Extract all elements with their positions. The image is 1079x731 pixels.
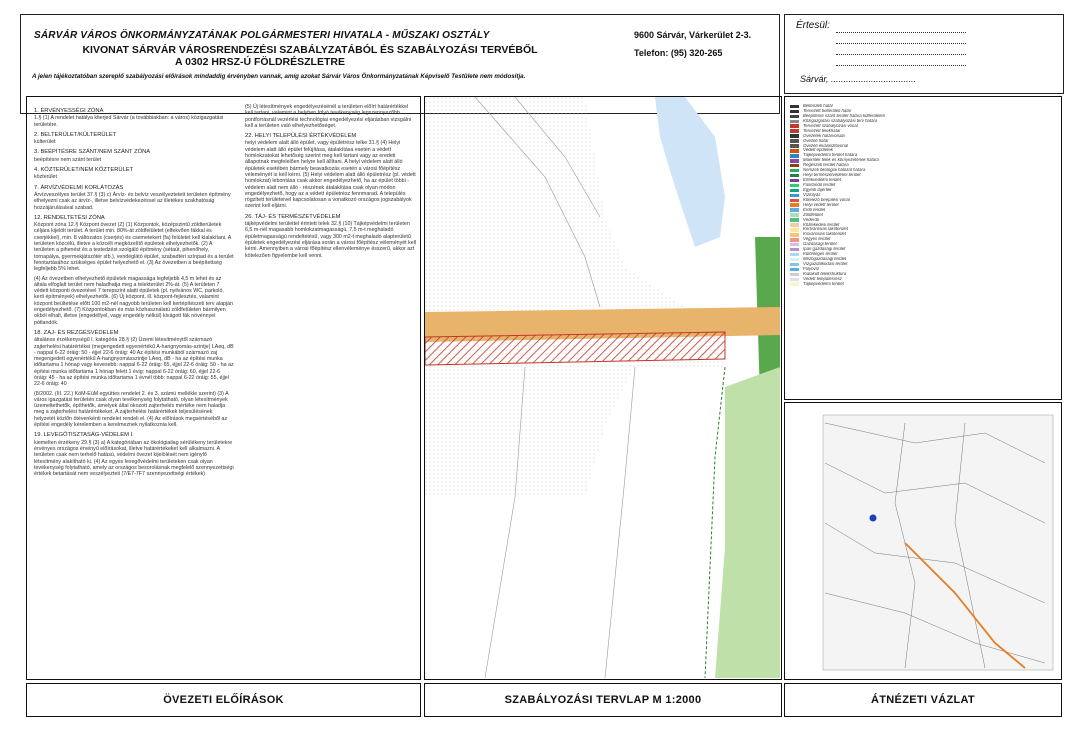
legend-item: [790, 282, 1060, 287]
regulation-section-heading: 26. TÁJ- ÉS TERMÉSZETVÉDELEM: [245, 213, 341, 220]
legend-label: Folyóvíz: [803, 266, 819, 271]
legend-swatch: [790, 199, 799, 203]
legend-label: Értékvédelmi terület: [803, 178, 841, 183]
legend-swatch: [790, 154, 799, 158]
legend-label: Vízfolyás: [803, 192, 821, 197]
legend-swatch: [790, 134, 799, 138]
regulation-section-text: tájképvédelmi területtel érintett telek 32.§ (10) Tájképvédelmi területen 6,5 m-nél magasabb homlokzatmagasságú, 7,5 m-t meghaladó épületmagasságú rendeltetésű, vagy 300 m2-t meghaladó alapterületű épületek engedélyezési eljárása során a városi főépítész véleményét kell kérni. Amennyiben a városi főépítész ellenvéleménye ésszerű, akkor azt kötelezően figyelembe kell venni.: [245, 221, 417, 259]
legend-label: Övezeti határ: [803, 138, 829, 143]
document-title: KIVONAT SÁRVÁR VÁROSRENDEZÉSI SZABÁLYZATÁBÓL ÉS SZABÁLYOZÁSI TERVÉBŐL: [82, 44, 538, 56]
regulation-section-heading: 2. BELTERÜLET/KÜLTERÜLET: [34, 131, 117, 138]
regulation-section-text: (4) Az övezetben elhelyezhető épületek magassága legfeljebb 4,5 m lehet és az általa elfoglalt terület nem haladhatja meg a telekterület 2%-át. (5) A területen 7 védett központi övezetével 7 terepszint alatti épületek (pl. nyilvános WC, parkoló, kerti építmények) elhelyezhetők. (6) Új központ, ill. központ-fejlesztés, valamint központ beültetése előtt 100 m2-nél nagyobb területen kell kertépítészeti terv alapján engedélyezhető. (7) Központokban és más közhasználatú zöldfelületen bármilyen okból elhalt, illetve (engedéllyel, vagy engedély nélkül) kivágott fák növénnyel pótlandók.: [34, 275, 234, 326]
legend-swatch: [790, 213, 799, 217]
regulation-section-text: közterület: [34, 174, 57, 181]
legend-label: Nemzeti ökológiai hálózat határa: [803, 168, 866, 173]
legend-label: Régészeti terület határa: [803, 163, 849, 168]
location-marker: [870, 515, 877, 522]
regulation-section-text: helyi védelem alatt álló épület, vagy épületrész telke 31.§ (4) Helyi védelem alatt álló épület felújítása, átalakítása esetén a védett homlokzatokat lehetőség szerint meg kell tartani vagy az eredeti állapotnak megfelelően helyre kell állítani. A helyi védelem alatt álló épületek esetében bármely beavatkozás esetén a városi főépítész véleményét is kell kérni. (5) Helyi védelem alatt álló épületrész (pl. védett homlokzat) lebontása csak akkor engedélyezhető, ha az épület többi - védelem alatt nem álló - részének átalakítása csak olyan módon engedélyezhető, hogy az a védett épületrész fennmarad. A település rögzített területeivel kapcsolatosan a vonatkozó országos jogszabályok szerint kell eljárni.: [245, 140, 416, 210]
legend-swatch: [790, 179, 799, 183]
legend-label: Védett településrész: [803, 276, 842, 281]
place-date-line: Sárvár, ..................................: [800, 74, 917, 84]
legend-label: Különleges terület: [803, 252, 838, 257]
legend-label: Beépítésre szánt terület határa külterületen: [803, 113, 886, 118]
regulations-column-2: [245, 104, 417, 262]
legend-swatch: [790, 164, 799, 168]
legend-label: Zöldfelület: [803, 212, 823, 217]
legend-label: Ipari gazdasági terület: [803, 247, 846, 252]
parcel-0302: [425, 332, 725, 365]
legend-label: Erdő terület: [803, 207, 826, 212]
legend-label: Védett épületek: [803, 148, 833, 153]
legend-label: Övezeti elválasztóvonal: [803, 143, 849, 148]
regulation-section-text: kiemelten érzékeny 29.§ (3) a) A kategóriában az ökológiailag sérülékeny területekre érvényes országos érvényű előírásokat, illetve határértékeket kell alkalmazni. A területen csak nem terhelő hatású, védelmi övezet kijelölését nem igénylő létesítmény alakítható ki. (4) Az egyes levegővédelmi területeken csak olyan tevékenység folytatható, amely az országos besorolásnak megfelelő szennyezettségi értékek betartását nem veszélyezteti (7/E7-7F7 szennyezettségi értékek): [34, 439, 234, 478]
regulation-plan-map: [424, 96, 782, 680]
regulation-section-text: Árvízveszélyes terület 37.§ (3) c) Árvíz- és belvíz veszélyeztetett területen építmény elhelyezni csak az árvíz-, illetve belvízvédekezéssel az illetékes szakhatóság hozzájárulásával szabad.: [34, 191, 231, 211]
footer-overview-sketch: ÁTNÉZETI VÁZLAT: [784, 683, 1062, 717]
regulation-section-text: beépítésre nem szánt terület: [34, 156, 102, 163]
legend-swatch: [790, 248, 799, 252]
legend-swatch: [790, 208, 799, 212]
legend-label: Vízgazdálkodási terület: [803, 262, 848, 266]
regulation-section-heading: 4. KÖZTERÜLET/NEM KÖZTERÜLET: [34, 167, 134, 174]
regulation-section-text: általános érzékenységű I. kategória 28.§ (2) Üzemi létesítménytől származó zajterhelési határértékei (megengedett egyenértékű A-hangnyomás-szintje) LAeq, dB - nappal 6-22 óráig: 50 - éjjel 22-6 óráig: 40 Az építési munkából származó zaj megengedett egyenértékű A-hangnyomásszintje LAeq, dB - ha az építési munka időtartama 1 hónap vagy kevesebb: nappal 6-22 óráig: 65, éjjel 22-6 óráig: 50 - ha az építési munka időtartama 1 hónap felett 1 évig: nappal 6-22 óráig: 60, éjjel 22-6 óráig: 45 - ha az építési munka időtartama 1 évnél több: nappal 6-22 óráig: 55, éjjel 22-6 óráig: 40: [34, 337, 234, 388]
meadow-area: [715, 367, 780, 678]
recipient-line: [836, 32, 966, 33]
legend-swatch: [790, 243, 799, 247]
overview-sketch: [784, 402, 1062, 680]
regulations-column-1: [34, 104, 234, 480]
regulation-section-heading: 3. BEÉPÍTÉSRE SZÁNT/NEM SZÁNT ZÓNA: [34, 149, 151, 156]
legend-swatch: [790, 238, 799, 242]
legend-label: Tervezett telekhatár: [803, 128, 841, 133]
legend-swatch: [790, 263, 799, 267]
legend-label: Helyi védett terület: [803, 202, 839, 207]
regulation-section-heading: 12. RENDELTETÉSI ZÓNA: [34, 214, 105, 221]
legend-swatch: [790, 194, 799, 198]
legend-swatch: [790, 223, 799, 227]
legend-swatch: [790, 278, 799, 282]
legend-label: Közigazgatási szabályozási terv határa: [803, 118, 878, 123]
legend-swatch: [790, 218, 799, 222]
legend-label: Véderdő: [803, 217, 820, 222]
regulation-section-heading: 7. ÁRVÍZVÉDELMI KORLÁTOZÁS: [34, 184, 124, 191]
legend-swatch: [790, 105, 799, 109]
legend-label: Gazdasági terület: [803, 242, 837, 247]
legend-swatch: [790, 253, 799, 257]
office-phone: Telefon: (95) 320-265: [634, 48, 723, 58]
legend-label: Vegyes terület: [803, 237, 831, 242]
legend-label: Övezetek határvonala: [803, 133, 845, 138]
legend-swatch: [790, 159, 799, 163]
regulation-section-heading: 19. LEVEGŐTISZTASÁG-VÉDELEM I.: [34, 432, 134, 439]
legend-label: Kialakult telekstruktúra: [803, 271, 847, 276]
legend-label: Helyi természetvédelmi terület: [803, 173, 861, 178]
legend-swatch: [790, 174, 799, 178]
legend-swatch: [790, 273, 799, 277]
recipients-label: Értesül:: [796, 20, 830, 31]
recipient-line: [836, 54, 966, 55]
legend-swatch: [790, 233, 799, 237]
legend-label: Kisvárosias lakóterület: [803, 232, 846, 237]
legend-label: Kötelező beépítési vonal: [803, 197, 850, 202]
legend-swatch: [790, 169, 799, 173]
document-subtitle: A 0302 HRSZ-Ú FÖLDRÉSZLETRE: [175, 56, 345, 68]
legend-swatch: [790, 203, 799, 207]
legend-swatch: [790, 120, 799, 124]
legend-swatch: [790, 258, 799, 262]
legend-label: Közlekedési terület: [803, 222, 840, 227]
recipient-line: [836, 43, 966, 44]
legend-label: Kertvárosias lakóterület: [803, 227, 848, 232]
validity-notice: A jelen tájékoztatóban szereplő szabályozási előírások mindaddig érvényben vannak, amíg azokat Sárvár Város Önkormányzatának Képviselő Testülete nem módosítja.: [32, 73, 526, 80]
plan-map-drawing: [425, 97, 780, 678]
regulation-section-text: külterület: [34, 139, 56, 146]
legend-swatch: [790, 115, 799, 119]
water-area: [655, 97, 725, 247]
legend-swatch: [790, 268, 799, 272]
legend-label: Tájképvédelmi terület határa: [803, 153, 858, 158]
legend-label: Tervezett belterületi határ: [803, 108, 852, 113]
legend-swatch: [790, 129, 799, 133]
office-name: SÁRVÁR VÁROS ÖNKORMÁNYZATÁNAK POLGÁRMESTERI HIVATALA - MŰSZAKI OSZTÁLY: [34, 30, 490, 41]
legend-label: Tervezett szabályozási vonal: [803, 123, 858, 128]
legend-swatch: [790, 228, 799, 232]
recipient-line: [836, 65, 966, 66]
legend-swatch: [790, 189, 799, 193]
regulation-section-heading: 22. HELYI TELEPÜLÉSI ÉRTÉKVÉDELEM: [245, 133, 357, 140]
footer-regulation-plan: SZABÁLYOZÁSI TERVLAP M 1:2000: [424, 683, 782, 717]
regulation-section-text: (5) Új létesítmények engedélyezésénél a területen előírt határértékkel kell tartani, valamint a helyben folyó tevékenység legszennyezőbb pontforrásnál vezérlési technológiai engedélyezési eljárásban vizsgálni kell a területen való elhelyezhetőséget.: [245, 104, 412, 129]
regulation-section-text: (8/2002. (III. 22.) KöM-EüM együttes rendelet 2. és 3. számú mellékle szerint) (3) A város igazgatási területén csak olyan tevékenység folytatható, olyan létesítmények üzemeltethetők, építhetők, amelyek által okozott zajterhelés mértéke nem haladja meg a zajterhelési határértékeket. A zajterhelési határértékek teljesülésének helyzetét közlőn ötévenkénti rendelet rendeli el. (4) Az előírások megsértéséből az építési engedély kérelemben a kerelmeznek nyilatkoznia kell.: [34, 390, 229, 429]
legend-label: Tájképvédelmi terület: [803, 281, 844, 286]
overview-sketch-drawing: [785, 403, 1060, 678]
legend-label: Belterületi határ: [803, 104, 834, 108]
legend-label: Egyedi tájérték: [803, 187, 832, 192]
office-address: 9600 Sárvár, Várkerület 2-3.: [634, 30, 752, 40]
legend-swatch: [790, 139, 799, 143]
legend-label: Műemlék telek és környezetének határa: [803, 158, 879, 163]
regulation-section-heading: 1. ÉRVÉNYESSÉGI ZÓNA: [34, 108, 104, 114]
footer-zoning-regulations: ÖVEZETI ELŐÍRÁSOK: [26, 683, 421, 717]
legend-label: Mezőgazdasági terület: [803, 257, 847, 262]
regulation-section-text: 1.§ (1) A rendelet hatálya kiterjed Sárvár (a továbbiakban: a város) közigazgatási területére.: [34, 115, 224, 128]
legend-swatch: [790, 110, 799, 114]
legend-swatch: [790, 282, 799, 286]
legend-swatch: [790, 184, 799, 188]
legend-list: [790, 104, 1060, 287]
legend-swatch: [790, 144, 799, 148]
regulation-section-text: Központ zóna 12.§ Központ övezet (Z) (1) Központok, középszintű zöldterületek céljára kijelölt terület. A terület min. 80%-át zöldfelületet (elfekvően fákkal és cserjékkel), min. 8 változatos (cserjés) és csemetekert (fa) felületet kell kialakítani. A területen közcélú, illetve a közcélt megközelítő épületek elhelyezhetők. (2) A területen a pihenést és a testedzést szolgáló építmény (sétaút, pihenőhely, tornapálya, gyermekjátszótér stb.), vendéglátó épület, szabadtéri színpad és a terület fenntartásához szükséges épület helyezhető el. (3) Az övezetben a beépítettség legfeljebb 5% lehet.: [34, 222, 234, 273]
legend-swatch: [790, 124, 799, 128]
legend-label: Fásítandó terület: [803, 183, 836, 187]
legend-swatch: [790, 149, 799, 153]
regulation-section-heading: 18. ZAJ- ÉS REZGÉSVÉDELEM: [34, 329, 119, 336]
